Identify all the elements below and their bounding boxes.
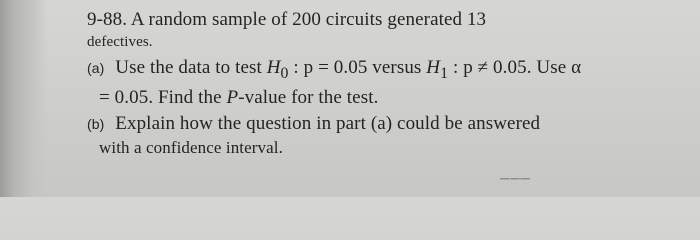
hypothesis-h0-text: : p = 0.05 versus	[293, 57, 422, 78]
hypothesis-h1-subscript: 1	[440, 64, 449, 82]
cropped-next-line-fragment: ▔▔▔	[500, 178, 531, 192]
part-b-line-1	[87, 112, 687, 136]
hypothesis-h0-symbol: H	[266, 57, 281, 78]
problem-number: 9-88.	[87, 9, 128, 30]
part-a-line-2	[87, 86, 687, 110]
problem-statement-continued: defectives.	[87, 34, 153, 50]
part-b-question: Explain how the question in part (a) could be answered	[115, 112, 541, 134]
part-b-question-continued: with a confidence interval.	[99, 137, 283, 157]
part-b-line-2	[87, 136, 687, 160]
p-value-symbol: P	[226, 86, 239, 108]
problem-line-1	[87, 8, 687, 32]
problem-block	[87, 8, 687, 157]
page-shadow-edge	[0, 0, 48, 197]
hypothesis-h0-subscript: 0	[280, 64, 289, 82]
hypothesis-h1-text: : p ≠ 0.05. Use α	[452, 57, 582, 78]
part-b-label: (b)	[87, 115, 105, 132]
part-a-prefix: Use the data to test	[115, 57, 262, 78]
part-a-label: (a)	[87, 60, 105, 76]
problem-statement: A random sample of 200 circuits generated 13	[130, 9, 487, 30]
part-a-alpha-text: = 0.05. Find the	[99, 86, 222, 108]
problem-line-2	[87, 32, 687, 52]
hypothesis-h1-symbol: H	[426, 57, 441, 78]
p-value-text: -value for the test.	[238, 86, 379, 108]
part-a-line-1	[87, 56, 687, 86]
